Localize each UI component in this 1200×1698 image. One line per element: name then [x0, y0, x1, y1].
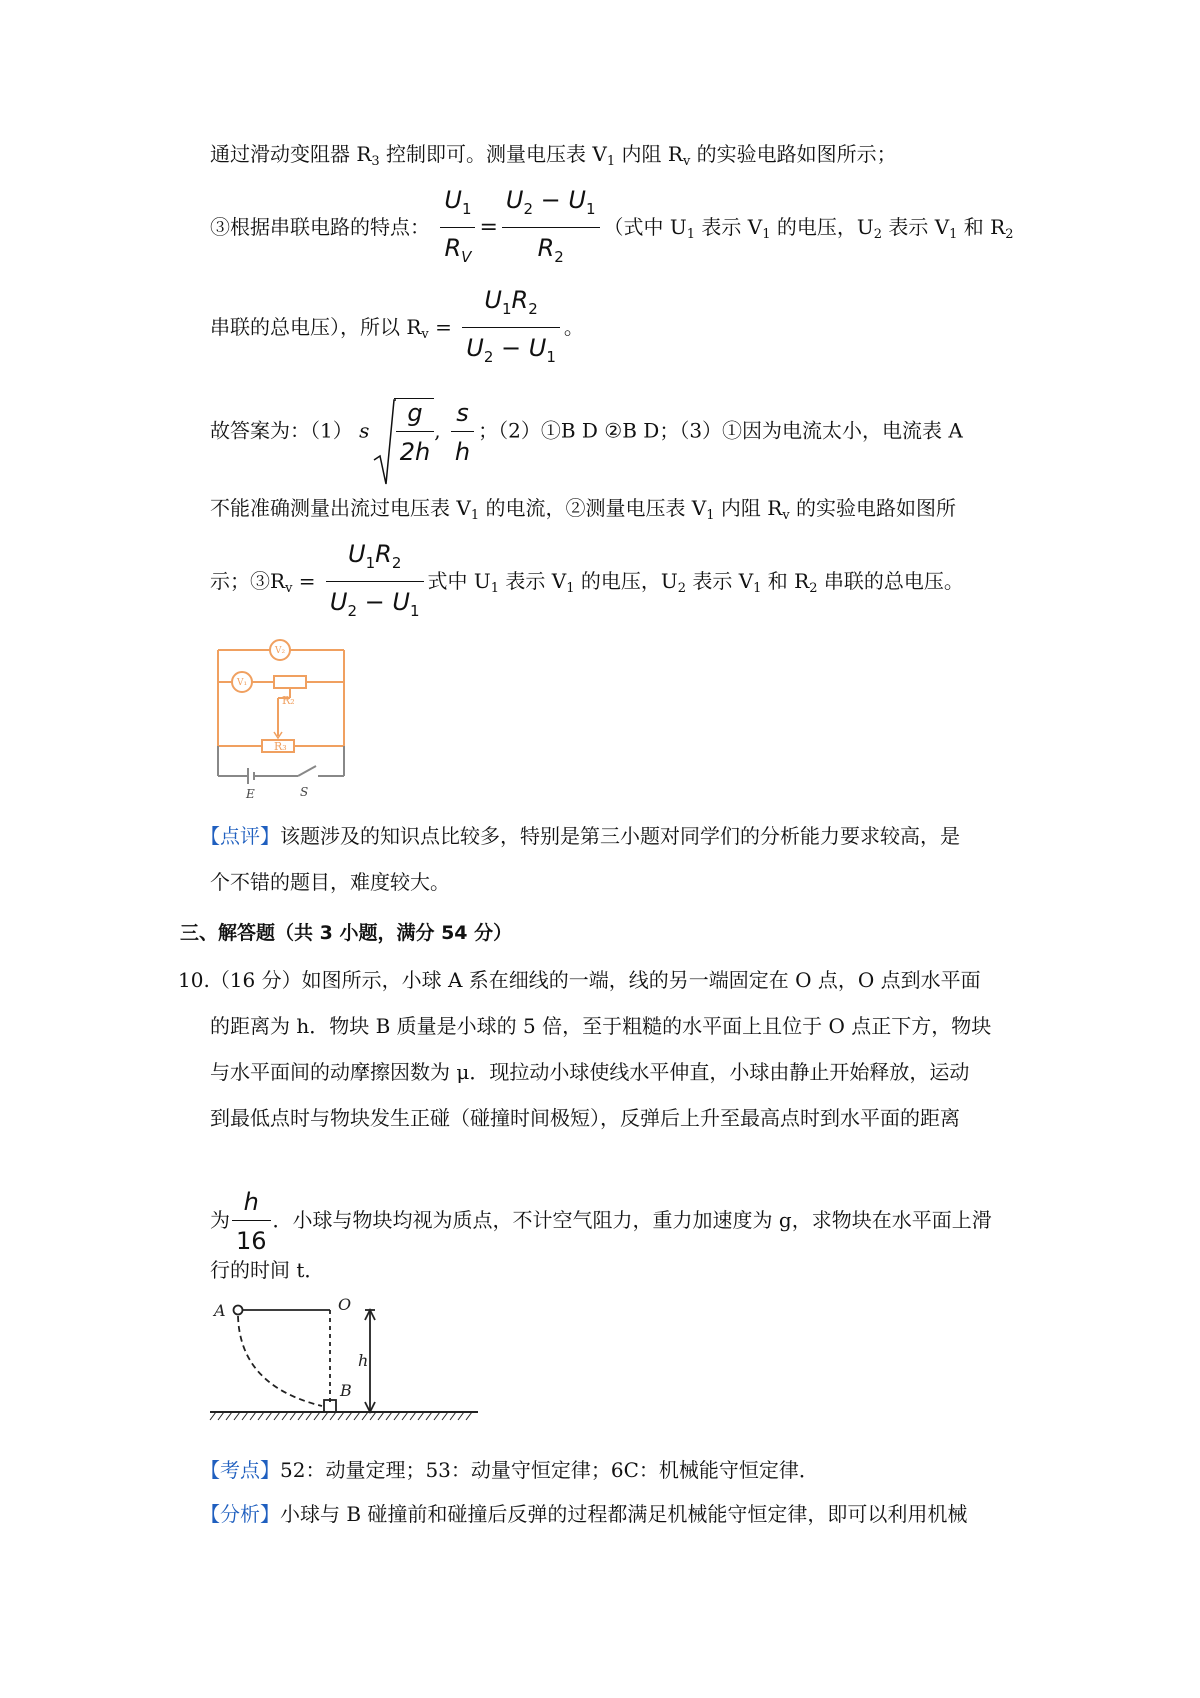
text: 的电压，U	[770, 215, 874, 239]
subscript: 1	[566, 581, 575, 596]
subscript: 1	[546, 348, 556, 366]
symbol: U	[329, 588, 348, 616]
label-r3: R₃	[274, 740, 287, 753]
symbol: 16	[232, 1220, 271, 1255]
text: 串联的总电压），所以 R	[210, 315, 422, 339]
subscript: 2	[809, 581, 818, 596]
paragraph-line-1	[210, 140, 897, 176]
switch	[298, 766, 316, 776]
subscript: 1	[686, 227, 696, 242]
symbol: R	[375, 540, 392, 568]
q10-line-6: 行的时间 t．	[210, 1258, 325, 1282]
text: 的电流，②测量电压表 V	[479, 496, 707, 520]
text: 。	[563, 315, 584, 339]
minus: −	[533, 186, 569, 214]
subscript: 2	[347, 602, 358, 620]
symbol: h	[243, 1188, 259, 1216]
symbol: 2h	[396, 431, 434, 466]
subscript: V	[461, 248, 472, 266]
symbol: U	[528, 334, 547, 362]
label-a: A	[214, 1301, 226, 1320]
fraction-s-h	[451, 399, 474, 466]
symbol: U	[392, 588, 410, 616]
fenxi-tag: 【分析】	[200, 1502, 280, 1526]
text: 内阻 R	[714, 496, 783, 520]
text: 故答案为：（1）	[210, 418, 353, 443]
label-s: S	[300, 785, 309, 799]
q10-line-2: 的距离为 h．物块 B 质量是小球的 5 倍，至于粗糙的水平面上且位于 O 点正下方，物块	[210, 1014, 992, 1038]
text: 52：动量定理；53：动量守恒定律；6C：机械能守恒定律．	[280, 1458, 819, 1482]
subscript: 1	[490, 581, 500, 596]
subscript: 1	[753, 581, 762, 596]
minus: −	[357, 588, 393, 616]
subscript: 2	[528, 300, 538, 318]
label-r2: R₂	[282, 694, 295, 707]
subscript: 3	[371, 154, 380, 169]
subscript: v	[782, 508, 790, 523]
label-v1: V₁	[237, 678, 248, 688]
subscript: 1	[409, 602, 420, 620]
text: ．小球与物块均视为质点，不计空气阻力，重力加速度为 g，求物块在水平面上滑	[272, 1208, 992, 1232]
text: 通过滑动变阻器 R	[210, 142, 372, 166]
symbol: U	[466, 334, 484, 362]
paragraph-line-3	[210, 286, 584, 371]
text: 个不错的题目，难度较大。	[210, 870, 450, 894]
text: 串联的总电压。	[817, 569, 964, 593]
subscript: 2	[391, 554, 402, 572]
subscript: 2	[1005, 227, 1014, 242]
text: 的电压，U	[574, 569, 678, 593]
subscript: 2	[483, 348, 494, 366]
fraction-h-16	[232, 1188, 271, 1255]
subscript: 2	[677, 581, 686, 596]
symbol: U	[348, 540, 366, 568]
subscript: 1	[501, 300, 512, 318]
label-b: B	[340, 1381, 352, 1400]
text: 为	[210, 1208, 230, 1232]
subscript: v	[285, 581, 293, 596]
q10-line-5	[210, 1188, 992, 1255]
subscript: 1	[586, 200, 596, 218]
pendulum-diagram	[210, 1296, 480, 1426]
kaodian-line	[200, 1456, 819, 1484]
subscript: 2	[554, 248, 564, 266]
subscript: 1	[365, 554, 376, 572]
kaodian-tag: 【考点】	[200, 1458, 280, 1482]
sqrt-sign-icon	[372, 398, 396, 488]
fraction-rv	[462, 286, 560, 371]
symbol: h	[451, 431, 474, 466]
text: 示；③R	[210, 569, 286, 593]
comment-line-1	[200, 822, 960, 850]
text: 该题涉及的知识点比较多，特别是第三小题对同学们的分析能力要求较高，是	[280, 824, 960, 848]
symbol: U	[568, 186, 586, 214]
ball-a	[234, 1306, 243, 1315]
subscript: v	[421, 327, 429, 342]
text: 控制即可。测量电压表 V	[379, 142, 607, 166]
fraction-u1-over-rv	[440, 186, 475, 271]
comment-line-2	[210, 868, 450, 896]
resistor-r2	[274, 676, 306, 688]
label-o: O	[338, 1295, 352, 1314]
equals-sign: =	[428, 315, 452, 339]
ground-hatching	[210, 1412, 472, 1420]
q10-line-4: 到最低点时与物块发生正碰（碰撞时间极短），反弹后上升至最高点时到水平面的距离	[210, 1106, 960, 1130]
text: （16 分）如图所示，小球 A 系在细线的一端，线的另一端固定在 O 点，O 点到水平面	[209, 968, 981, 992]
text: ,	[434, 418, 441, 443]
subscript: 1	[762, 227, 771, 242]
text: 和 R	[957, 215, 1006, 239]
label-h: h	[358, 1351, 369, 1370]
text: 的实验电路如图所	[789, 496, 957, 520]
subscript: 1	[606, 154, 616, 169]
subscript: 2	[873, 227, 882, 242]
text: ；（2）①B D ②B D；（3）①因为电流太小，电流表 A	[478, 418, 963, 443]
text: 的实验电路如图所示；	[690, 142, 897, 166]
symbol: R	[511, 286, 529, 314]
fraction-rv-answer	[326, 540, 424, 625]
question-number: 10.	[178, 968, 210, 992]
text: 小球与 B 碰撞前和碰撞后反弹的过程都满足机械能守恒定律，即可以利用机械	[280, 1502, 968, 1526]
text: 表示 V	[499, 569, 567, 593]
arc-path	[238, 1316, 322, 1406]
symbol: s	[359, 418, 370, 443]
section-heading: 三、解答题（共 3 小题，满分 54 分）	[180, 922, 513, 944]
circuit-diagram	[212, 636, 352, 801]
symbol: R	[537, 234, 555, 262]
text: 表示 V	[685, 569, 754, 593]
symbol: U	[505, 186, 524, 214]
text: 式中 U	[427, 569, 491, 593]
subscript: 1	[706, 508, 715, 523]
paragraph-line-2	[210, 186, 1014, 271]
comment-tag: 【点评】	[200, 824, 280, 848]
answer-line-1	[210, 398, 963, 466]
symbol: U	[484, 286, 502, 314]
text: （式中 U	[603, 215, 687, 239]
label-e: E	[246, 787, 255, 801]
answer-line-3	[210, 540, 964, 625]
fraction-g-2h	[396, 399, 434, 466]
subscript: v	[682, 154, 691, 169]
answer-line-2	[210, 494, 956, 530]
q10-line-3: 与水平面间的动摩擦因数为 μ．现拉动小球使线水平伸直，小球由静止开始释放，运动	[210, 1060, 970, 1084]
fraction-u2-minus-u1-over-r2	[502, 186, 600, 271]
subscript: 1	[461, 200, 472, 218]
symbol: g	[407, 399, 423, 427]
fenxi-line	[200, 1500, 967, 1528]
text: 和 R	[761, 569, 810, 593]
text: ③根据串联电路的特点：	[210, 215, 430, 239]
sqrt-g-over-2h	[376, 398, 434, 466]
minus: −	[493, 334, 529, 362]
equals-sign: =	[292, 569, 316, 593]
text: 不能准确测量出流过电压表 V	[210, 496, 471, 520]
symbol: R	[444, 234, 462, 262]
symbol: U	[444, 186, 462, 214]
text: 表示 V	[695, 215, 763, 239]
q10-line-1	[178, 966, 981, 994]
subscript: 2	[523, 200, 534, 218]
text: 表示 V	[882, 215, 950, 239]
symbol: s	[456, 398, 469, 427]
label-v2: V₂	[275, 646, 286, 656]
text: 内阻 R	[615, 142, 683, 166]
equals-sign: =	[479, 215, 498, 240]
subscript: 1	[470, 508, 480, 523]
subscript: 1	[949, 227, 958, 242]
